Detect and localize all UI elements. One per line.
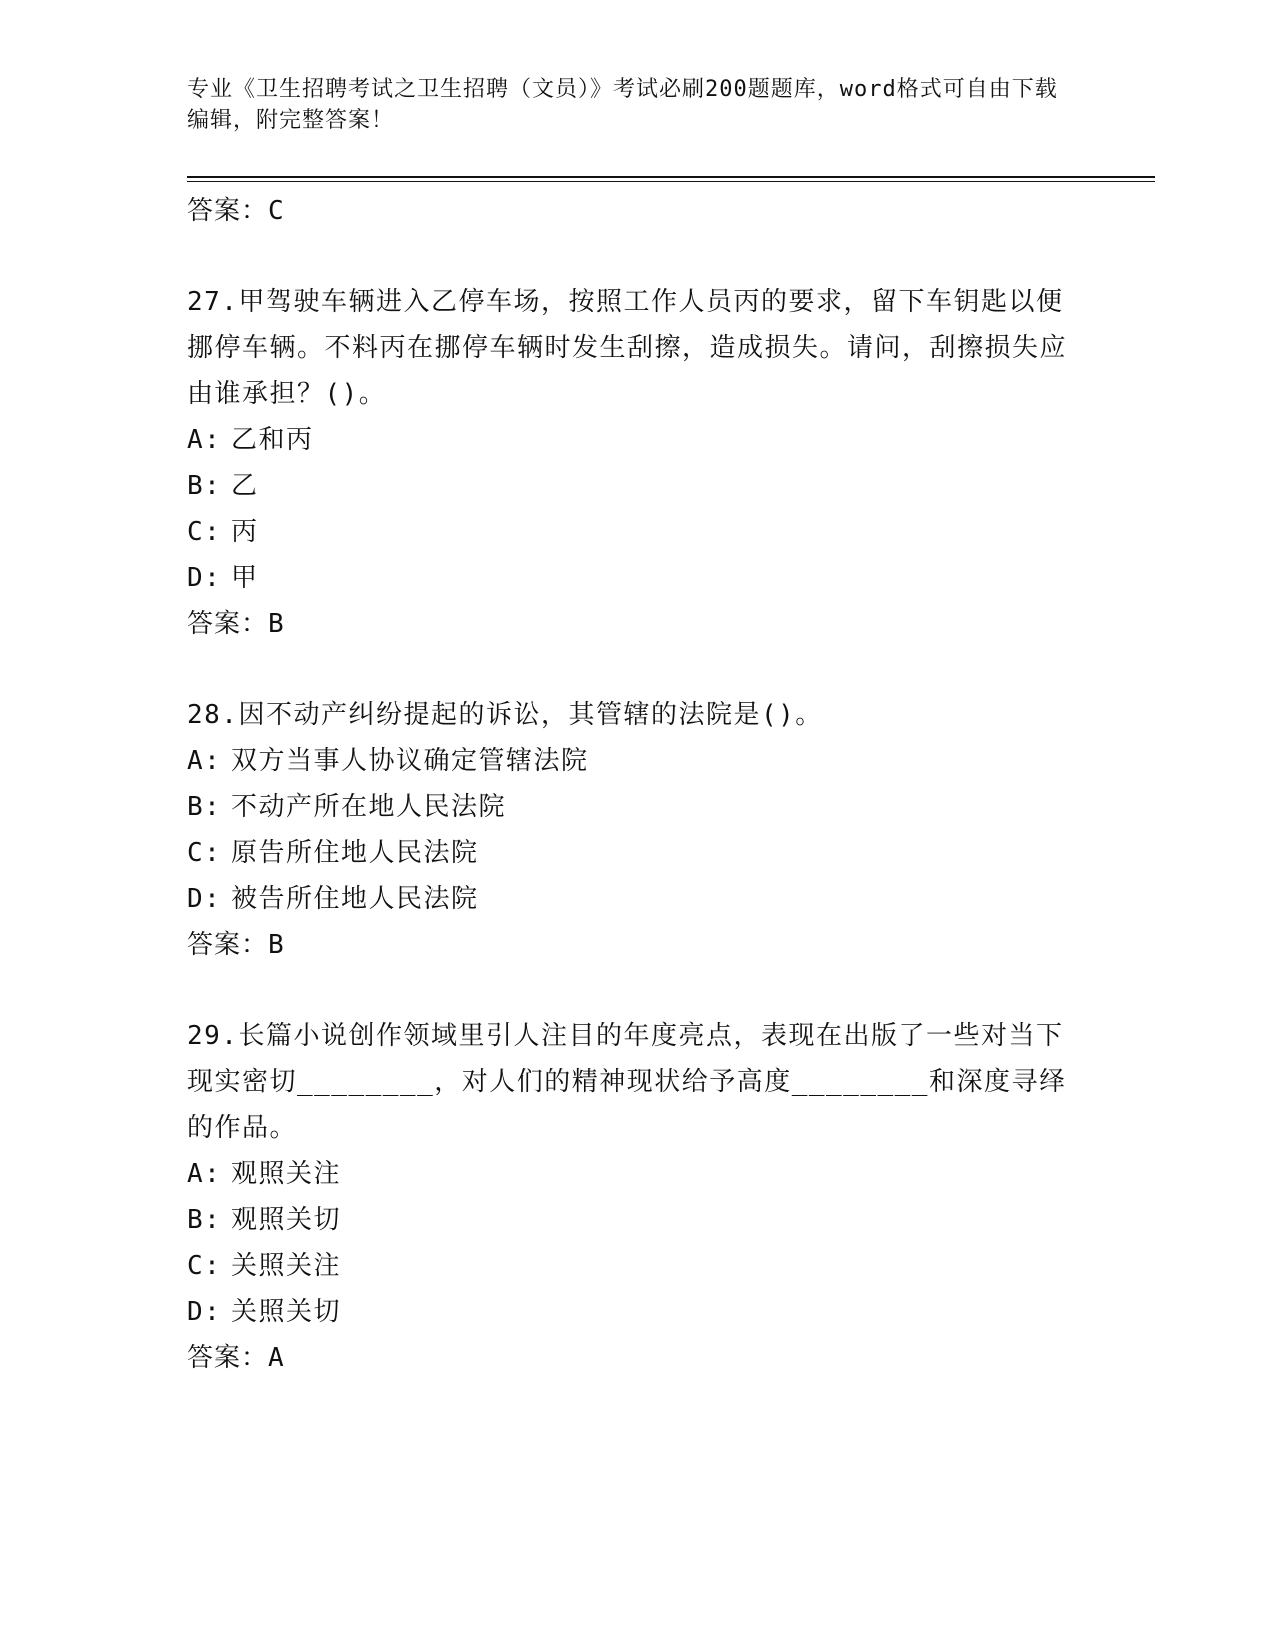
answer-value: A <box>268 1343 285 1373</box>
option-text: 关照关注 <box>231 1251 342 1281</box>
option-text: 观照关切 <box>231 1205 342 1235</box>
spacer <box>187 647 1087 692</box>
option-a <box>187 738 1087 784</box>
option-c <box>187 830 1087 876</box>
option-b <box>187 463 1087 509</box>
question-stem <box>187 279 1087 417</box>
header-divider <box>187 176 1155 178</box>
option-letter: D: <box>187 563 222 593</box>
option-letter: B: <box>187 471 222 501</box>
option-text: 乙 <box>231 471 259 501</box>
question-stem <box>187 1013 1087 1151</box>
option-letter: A: <box>187 746 222 776</box>
answer-line <box>187 601 1087 647</box>
question-number: 28. <box>187 700 239 730</box>
answer-label: 答案： <box>187 930 269 960</box>
answer-line <box>187 1335 1087 1381</box>
question-block <box>187 692 1087 968</box>
spacer <box>187 968 1087 1013</box>
option-b <box>187 1197 1087 1243</box>
answer-value: C <box>268 196 285 226</box>
option-letter: B: <box>187 792 222 822</box>
answer-label: 答案： <box>187 1343 269 1373</box>
option-letter: C: <box>187 838 222 868</box>
option-text: 被告所住地人民法院 <box>231 884 479 914</box>
question-number: 27. <box>187 287 239 317</box>
document-header: 专业《卫生招聘考试之卫生招聘（文员）》考试必刷200题题库，word格式可自由下载编辑，附完整答案！ <box>187 77 1058 133</box>
option-c <box>187 1243 1087 1289</box>
option-letter: D: <box>187 1297 222 1327</box>
option-d <box>187 876 1087 922</box>
option-text: 原告所住地人民法院 <box>231 838 479 868</box>
option-text: 观照关注 <box>231 1159 342 1189</box>
option-text: 关照关切 <box>231 1297 342 1327</box>
question-block <box>187 1013 1087 1381</box>
option-a <box>187 417 1087 463</box>
option-letter: C: <box>187 1251 222 1281</box>
answer-label: 答案： <box>187 609 269 639</box>
question-number: 29. <box>187 1021 239 1051</box>
question-stem <box>187 692 1087 738</box>
header-divider-thin <box>187 181 1155 182</box>
option-text: 甲 <box>231 563 259 593</box>
spacer <box>187 234 1087 279</box>
answer-line <box>187 188 1087 234</box>
answer-line <box>187 922 1087 968</box>
option-d <box>187 1289 1087 1335</box>
question-text: 甲驾驶车辆进入乙停车场，按照工作人员丙的要求，留下车钥匙以便挪停车辆。不料丙在挪停车辆时发生刮擦，造成损失。请问，刮擦损失应由谁承担？()。 <box>187 287 1068 409</box>
option-text: 双方当事人协议确定管辖法院 <box>231 746 589 776</box>
question-content <box>187 188 1087 1381</box>
answer-value: B <box>268 609 285 639</box>
question-text: 长篇小说创作领域里引人注目的年度亮点，表现在出版了一些对当下现实密切________，对人们的精神现状给予高度________和深度寻绎的作品。 <box>187 1021 1067 1143</box>
option-text: 不动产所在地人民法院 <box>231 792 507 822</box>
answer-value: B <box>268 930 285 960</box>
option-letter: C: <box>187 517 222 547</box>
question-text: 因不动产纠纷提起的诉讼，其管辖的法院是()。 <box>238 700 823 730</box>
option-letter: A: <box>187 1159 222 1189</box>
option-a <box>187 1151 1087 1197</box>
option-letter: D: <box>187 884 222 914</box>
option-b <box>187 784 1087 830</box>
option-d <box>187 555 1087 601</box>
option-c <box>187 509 1087 555</box>
option-text: 丙 <box>231 517 259 547</box>
option-text: 乙和丙 <box>231 425 314 455</box>
option-letter: B: <box>187 1205 222 1235</box>
question-block <box>187 279 1087 647</box>
option-letter: A: <box>187 425 222 455</box>
answer-label: 答案： <box>187 196 269 226</box>
